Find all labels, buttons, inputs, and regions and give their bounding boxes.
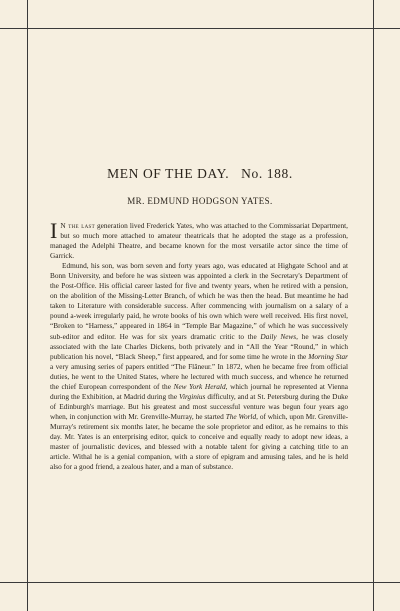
- publication-new-york-herald: New York Herald,: [173, 381, 228, 391]
- lead-words: N the last: [60, 221, 95, 230]
- article-body: [50, 218, 349, 472]
- issue-number: No. 188.: [241, 166, 293, 181]
- trim-line-top: [0, 28, 400, 29]
- article-subject: MR. EDMUND HODGSON YATES.: [127, 196, 273, 206]
- paragraph-1-text: generation lived Frederick Yates, who was attached to the Commissariat Department, but so much more attached to amateur theatricals that he adopted the stage as a profession, managed the Adelphi Theatre, and became known for the most versatile actor since the time of Garrick.: [50, 221, 348, 261]
- trim-line-bottom: [0, 582, 400, 583]
- publication-the-world: The World,: [225, 411, 258, 421]
- paragraph-1: [50, 218, 348, 261]
- page-heading: [0, 166, 400, 182]
- trim-line-right: [373, 0, 374, 611]
- ship-virginius: Virginius: [179, 391, 206, 401]
- drop-cap: I: [50, 218, 58, 243]
- publication-daily-news: Daily News,: [260, 331, 298, 341]
- publication-morning-star: Morning Star: [308, 351, 348, 361]
- series-title: MEN OF THE DAY.: [107, 166, 230, 181]
- trim-line-left: [27, 0, 28, 611]
- paragraph-2: Edmund, his son, was born seven and forty years ago, was educated at Highgate School and at Bonn University, and before he was sixteen was appointed a clerk in the Secretary's Department of the Post-Office. His official career lasted for five and twenty years, when he retired with a pension, on the abolition of the Missing-Letter Branch, of which he was then the head. But meantime he had taken to Literature with considerable success. After commencing with journalism on a salary of a pound a-week irregularly paid, he wrote books of his own which were well received. His first novel, “Broken to “Harness,” appeared in 1864 in “Temple Bar Magazine,” of which he was successively sub-editor and editor. He was for six years dramatic critic to the Daily News, he was closely associated with the late Charles Dickens, both privately and in “All the Year “Round,” in which publication his novel, “Black Sheep,” first appeared, and for some time he wrote in the Morning Star a very amusing series of papers entitled “The Flâneur.” In 1872, when he became free from official duties, he went to the United States, where he lectured with much success, and whence he returned the chief European correspondent of the New York Herald, which journal he represented at Vienna during the Exhibition, at Madrid during the Virginius difficulty, and at St. Petersburg during the Duke of Edinburgh's marriage. But his greatest and most successful venture was begun four years ago when, in conjunction with Mr. Grenville-Murray, he started The World, of which, upon Mr. Grenville-Murray's retirement six months later, he became the sole proprietor and editor, as he remains to this day. Mr. Yates is an enterprising editor, quick to conceive and equally ready to adopt new ideas, a master of journalistic devices, and blessed with a notable talent for giving a catching title to an article. Withal he is a genial companion, with a store of epigram and amusing tales, and he is held also for a good friend, a zealous hater, and a man of substance.: [50, 261, 349, 472]
